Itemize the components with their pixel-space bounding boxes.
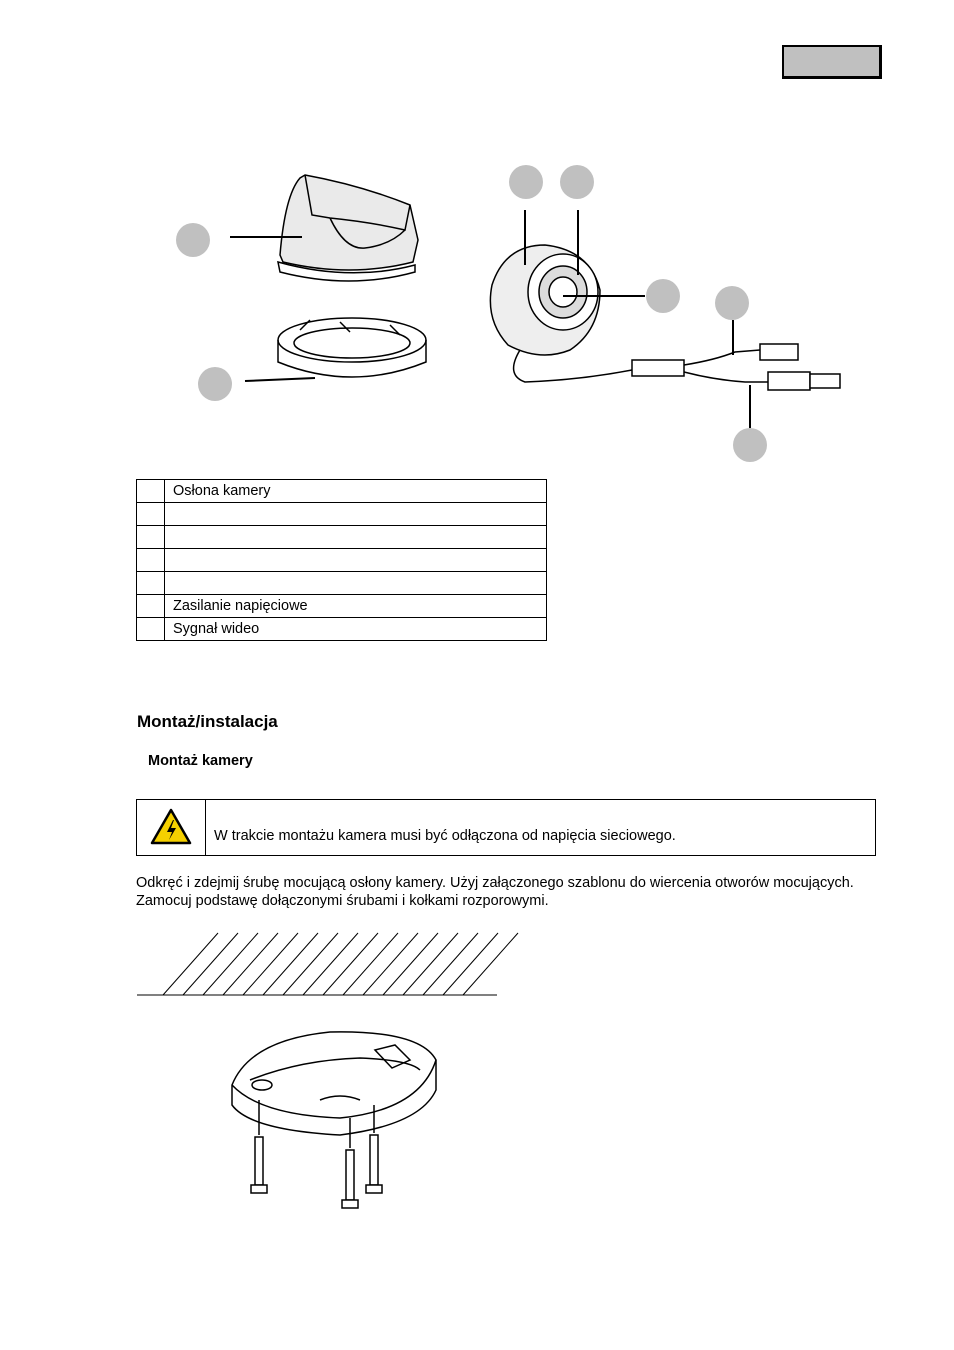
legend-label: Sygnał wideo [165,618,547,641]
instruction-paragraph: Odkręć i zdejmij śrubę mocującą osłony kamery. Użyj załączonego szablonu do wiercenia otworów mocujących. Zamocuj podstawę dołączonymi śrubami i kołkami rozporowymi. [136,875,854,909]
ceiling-hatching [137,933,518,995]
base-plate-illustration [232,1032,436,1135]
warning-text: W trakcie montażu kamera musi być odłączona od napięcia sieciowego. [214,828,676,844]
subsection-heading: Montaż kamery [148,753,253,769]
legend-label: Zasilanie napięciowe [165,595,547,618]
legend-label: Osłona kamery [165,480,547,503]
section-heading: Montaż/instalacja [137,712,278,731]
